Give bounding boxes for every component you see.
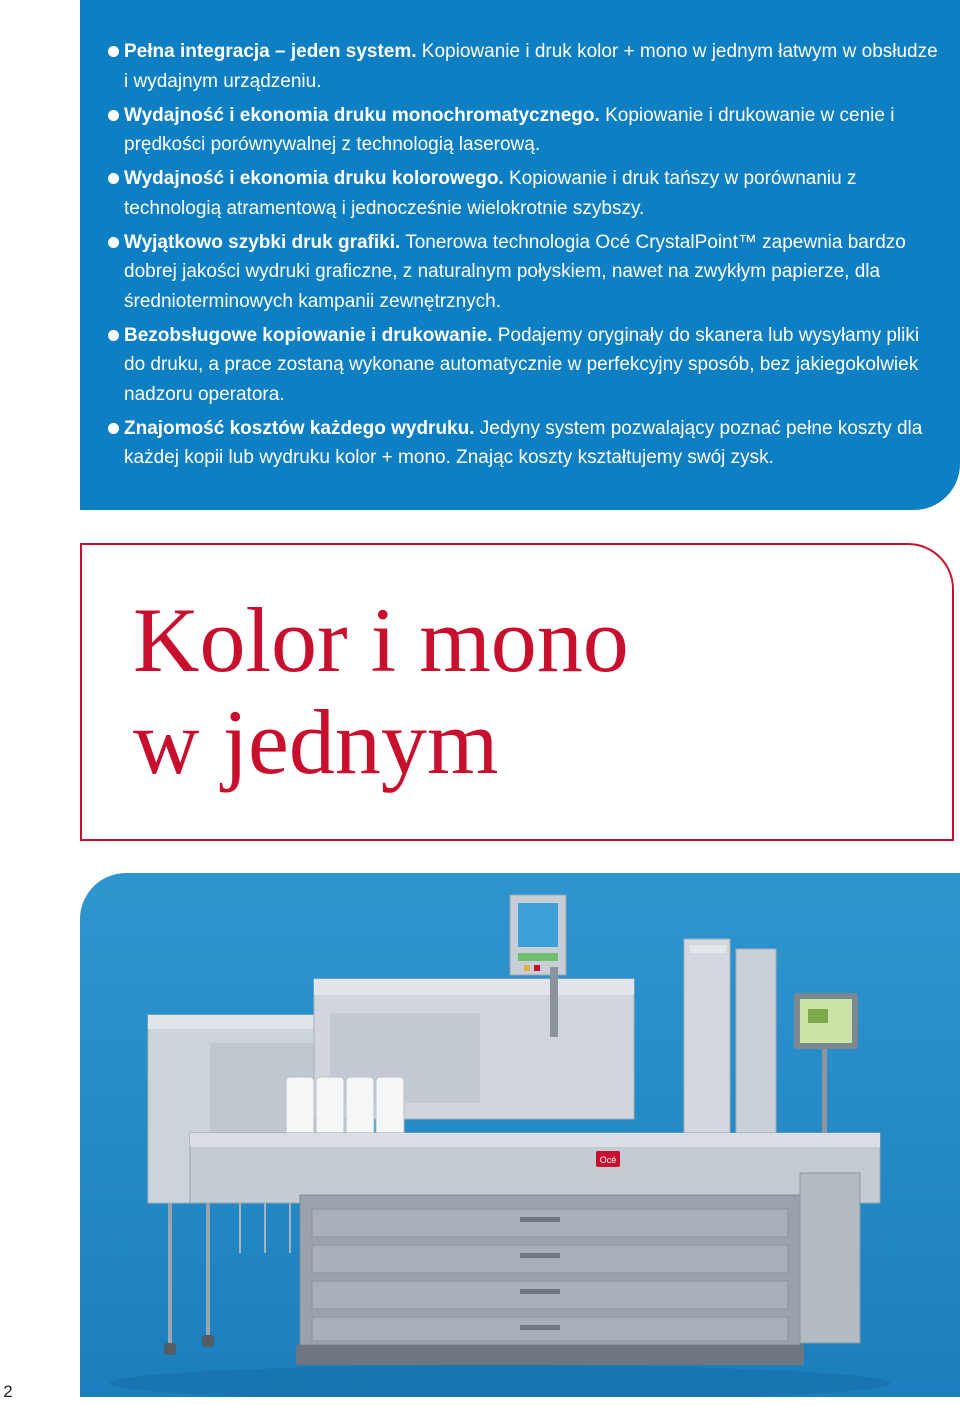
product-photo: [80, 873, 960, 1397]
feature-text: Tonerowa technologia Océ CrystalPoint™ zapewnia bardzo dobrej jakości wydruki graficzne, z naturalnym połyskiem, nawet na zwykłym papierze, dla średnioterminowych kampanii zewnętrznych.: [124, 231, 906, 312]
feature-lead: Bezobsługowe kopiowanie i drukowanie.: [124, 324, 493, 346]
feature-text: Jedyny system pozwalający poznać pełne koszty dla każdej kopii lub wydruku kolor + mono. Znając koszty kształtujemy swój zysk.: [124, 417, 923, 468]
bullet-icon: [108, 46, 119, 57]
bullet-icon: [108, 237, 119, 248]
feature-item: [124, 37, 944, 96]
feature-text: Kopiowanie i drukowanie w cenie i prędkości porównywalnej z technologią laserową.: [124, 104, 895, 155]
bullet-icon: [108, 423, 119, 434]
page-number: 2: [3, 1382, 13, 1401]
feature-text: Kopiowanie i druk kolor + mono w jednym łatwym w obsłudze i wydajnym urządzeniu.: [124, 41, 938, 92]
bullet-icon: [108, 110, 119, 121]
feature-lead: Wydajność i ekonomia druku monochromatycznego.: [124, 104, 600, 126]
bullet-icon: [108, 330, 119, 341]
feature-lead: Wyjątkowo szybki druk grafiki.: [124, 231, 401, 253]
headline-line-1: Kolor i mono: [133, 589, 629, 691]
paper-stacker: [684, 939, 776, 1159]
brand-logo-text: Océ: [599, 1155, 617, 1165]
feature-list: [124, 37, 944, 477]
bullet-icon: [108, 173, 119, 184]
feature-item: [124, 101, 944, 160]
feature-item: [124, 414, 944, 473]
feature-item: [124, 228, 944, 317]
feature-text: Kopiowanie i druk tańszy w porównaniu z technologią atramentową i jednocześnie wielokrotnie szybszy.: [124, 168, 857, 219]
headline-line-2: w jednym: [133, 691, 499, 793]
feature-lead: Wydajność i ekonomia druku kolorowego.: [124, 168, 504, 189]
feature-lead: Pełna integracja – jeden system.: [124, 41, 417, 62]
printer-illustration: [80, 873, 960, 1397]
feature-lead: Znajomość kosztów każdego wydruku.: [124, 417, 475, 439]
feature-text: Podajemy oryginały do skanera lub wysyłamy pliki do druku, a prace zostaną wykonane automatycznie w perfekcyjny sposób, bez jakiegokolwiek nadzoru operatora.: [124, 324, 920, 405]
feature-item: [124, 321, 944, 410]
headline-box: [80, 543, 954, 841]
printer-body: [190, 1133, 880, 1365]
page-headline: [133, 589, 629, 793]
feature-item: [124, 164, 944, 223]
